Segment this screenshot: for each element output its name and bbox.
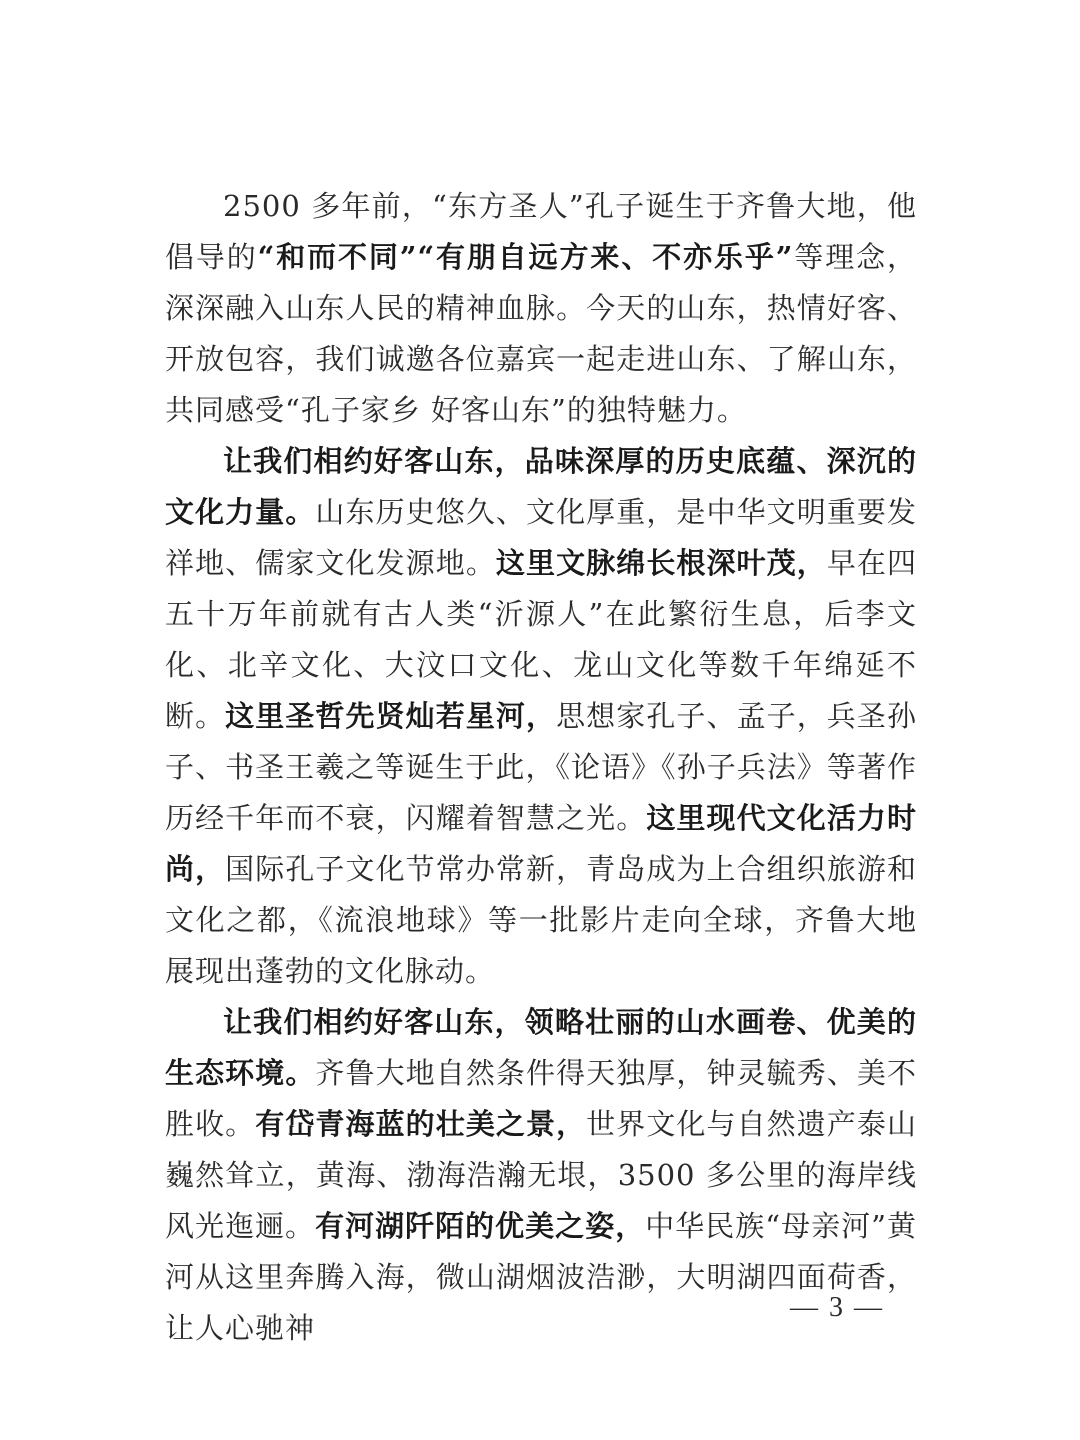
paragraph-2-run-5: 这里圣哲先贤灿若星河， (225, 699, 557, 733)
paragraph-3-run-2: 齐鲁大地自然条件得天独厚，钟灵毓秀、美不胜收。 (165, 1056, 917, 1141)
paragraph-2-run-6: 思想家孔子、孟子，兵圣孙子、书圣王羲之等诞生于此，《论语》《孙子兵法》等著作历经千年而不衰，闪耀着智慧之光。 (165, 699, 917, 835)
body-text (165, 181, 917, 1354)
paragraph-2-run-3: 这里文脉绵长根深叶茂， (495, 546, 827, 580)
paragraph-3-run-6: 中华民族“母亲河”黄河从这里奔腾入海，微山湖烟波浩渺，大明湖四面荷香，让人心驰神 (165, 1209, 917, 1345)
paragraph-3-run-3: 有岱青海蓝的壮美之景， (255, 1107, 587, 1141)
page-number: — 3 — (790, 1292, 884, 1323)
paragraph-1-run-3: 等理念，深深融入山东人民的精神血脉。今天的山东，热情好客、开放包容，我们诚邀各位嘉宾一起走进山东、了解山东，共同感受“孔子家乡 好客山东”的独特魅力。 (165, 240, 917, 427)
paragraph-3-run-1: 让我们相约好客山东，领略壮丽的山水画卷、优美的生态环境。 (165, 1005, 917, 1090)
paragraph-2-run-7: 这里现代文化活力时尚， (165, 801, 917, 886)
paragraph-1-run-1: 2500 多年前，“东方圣人”孔子诞生于齐鲁大地，他倡导的 (165, 189, 917, 274)
paragraph-2-run-1: 让我们相约好客山东，品味深厚的历史底蕴、深沉的文化力量。 (165, 444, 917, 529)
paragraph-1-run-2: “和而不同”“有朋自远方来、不亦乐乎” (257, 240, 794, 274)
paragraph-2-run-2: 山东历史悠久、文化厚重，是中华文明重要发祥地、儒家文化发源地。 (165, 495, 917, 580)
paragraph-1 (165, 181, 917, 436)
paragraph-2-run-4: 早在四五十万年前就有古人类“沂源人”在此繁衍生息，后李文化、北辛文化、大汶口文化、龙山文化等数千年绵延不断。 (165, 546, 917, 733)
paragraph-3-run-5: 有河湖阡陌的优美之姿， (315, 1209, 646, 1243)
paragraph-3-run-4: 世界文化与自然遗产泰山巍然耸立，黄海、渤海浩瀚无垠，3500 多公里的海岸线风光迤逦。 (165, 1107, 917, 1243)
paragraph-2 (165, 436, 917, 997)
paragraph-2-run-8: 国际孔子文化节常办常新，青岛成为上合组织旅游和文化之都，《流浪地球》等一批影片走向全球，齐鲁大地展现出蓬勃的文化脉动。 (165, 852, 917, 988)
